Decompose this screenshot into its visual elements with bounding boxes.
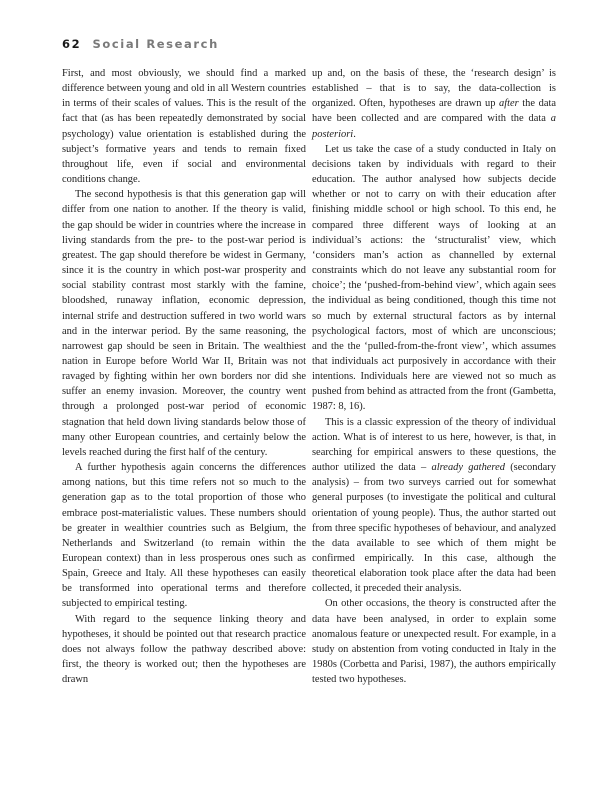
paragraph bbox=[312, 415, 556, 597]
text-run: (secondary analysis) – from two surveys carried out for somewhat general purposes (to investigate the political and cultural orientation of young people). Thus, the author started out from three specific hypotheses of behaviour, and analyzed the data available to see which of them might be confirmed empirically. In this case, although the theoretical elaboration took place after the data had been collected, it preceded their analysis. bbox=[312, 462, 556, 595]
running-head bbox=[62, 37, 219, 51]
text-run: the data have been collected and are compared with the data bbox=[312, 98, 556, 125]
paragraph: First, and most obviously, we should find a marked difference between young and old in all Western countries in terms of their scales of values. This is the result of the fact that (as has been repeatedly demonstrated by social psychology) value orientation is established during the subject’s formative years and tends to remain fixed throughout life, even if social and environmental conditions change. bbox=[62, 68, 306, 186]
italic-text: already gathered bbox=[431, 462, 505, 474]
paragraph bbox=[312, 66, 556, 142]
paragraph: A further hypothesis again concerns the differences among nations, but this time refers not so much to the generation gap as to the total proportion of those who embrace post-materialistic values. These numbers should be greater in wealthier countries such as Belgium, the Netherlands and Switzerland (to remain within the European context) than in less prosperous ones such as Spain, Greece and Italy. All these hypotheses can easily be transformed into operational terms and therefore subjected to empirical testing. bbox=[62, 462, 306, 610]
left-column bbox=[62, 66, 306, 687]
italic-text: a posteriori bbox=[312, 113, 556, 140]
paragraph: On other occasions, the theory is constructed after the data have been analysed, in order to explain some anomalous feature or unexpected result. For example, in a study on abstention from voting conducted in Italy in the 1980s (Corbetta and Parisi, 1987), the authors empirically tested two hypotheses. bbox=[312, 598, 556, 686]
paragraph: With regard to the sequence linking theory and hypotheses, it should be pointed out that research practice does not always follow the pathway described above: first, the theory is worked out; then the hypotheses are drawn bbox=[62, 613, 306, 686]
text-run: . bbox=[353, 128, 356, 140]
italic-text: after bbox=[499, 98, 519, 110]
paragraph: Let us take the case of a study conducted in Italy on decisions taken by individuals with regard to their education. The author analysed how subjects decide whether or not to carry on with their education after finishing middle school or high school. To this end, he compared three different ways of looking at an individual’s actions: the ‘structuralist’ view, which ‘considers man’s action as channelled by external constraints which do not leave any substantial room for choice’; the ‘pushed-from-behind view’, which again sees the individual as being conditioned, though this time not so much by external structural factors as by internal psychological factors, most of which are unconscious; and the the ‘pulled-from-the-front view’, which assumes that individuals act purposively in accordance with their intentions. Individuals here are viewed not so much as pushed from behind as attracted from the front (Gambetta, 1987: 8, 16). bbox=[312, 143, 556, 413]
text-run: This is a classic expression of the theory of individual action. What is of interest to us here, however, is that, in searching for empirical answers to these questions, the author utilized the data – bbox=[312, 416, 556, 474]
right-column bbox=[312, 66, 556, 687]
page-number: 62 bbox=[62, 37, 82, 51]
paragraph: The second hypothesis is that this generation gap will differ from one nation to another. If the theory is valid, the gap should be wider in countries where the increase in living standards from the pre- to the post-war period is greatest. The gap should therefore be widest in Germany, since it is the country in which post-war prosperity and social stability contrast most starkly with the famine, bloodshed, runaway inflation, economic depression, internal strife and destruction suffered in two world wars and in the interwar period. By the same reasoning, the narrowest gap should be seen in Britain. The wealthiest nation in Europe before World War II, Britain was not ravaged by fighting within her own borders nor did she suffer an enemy invasion. Moreover, the country went through a prolonged post-war period of economic stagnation that held down living standards below those of many other European countries, and certainly below the levels reached during the first half of the century. bbox=[62, 189, 306, 458]
text-run: up and, on the basis of these, the ‘research design’ is established – that is to say, the data-collection is organized. Often, hypotheses are drawn up bbox=[312, 68, 556, 110]
running-title: Social Research bbox=[92, 37, 219, 51]
